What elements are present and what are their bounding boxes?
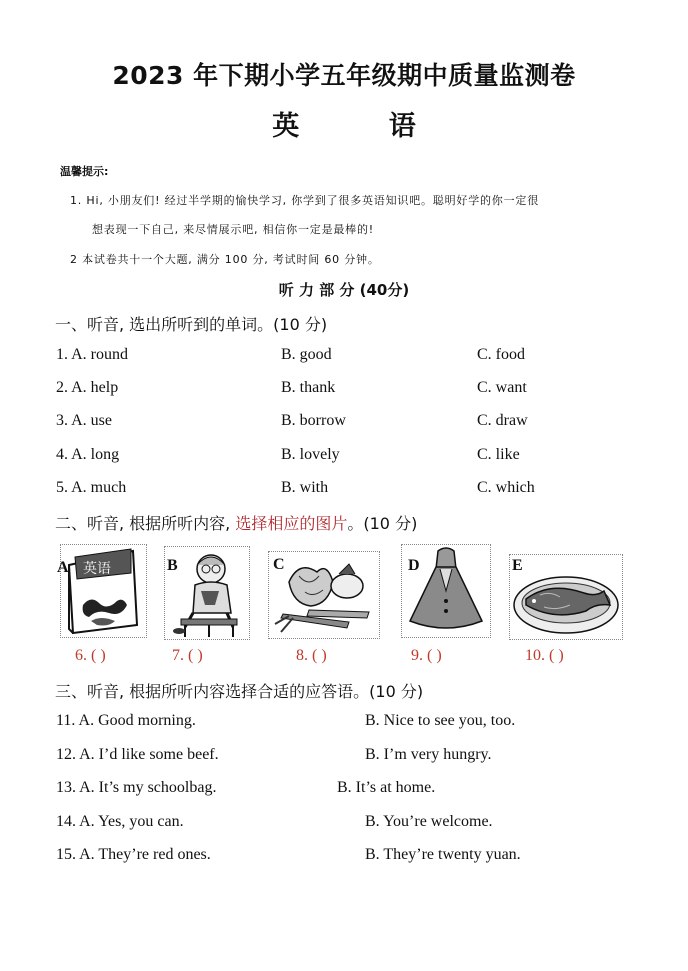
q3-option-c: C. draw — [477, 412, 528, 429]
picture-e-label: E — [512, 557, 523, 574]
q4-option-a: 4. A. long — [56, 446, 120, 463]
tip-line-1a: 1. Hi, 小朋友们! 经过半学期的愉快学习, 你学到了很多英语知识吧。聪明好学的你一定很 — [70, 194, 540, 207]
exam-title: 2023 年下期小学五年级期中质量监测卷 — [112, 61, 576, 90]
q13-option-a: 13. A. It’s my schoolbag. — [56, 779, 217, 796]
q5-option-b: B. with — [281, 479, 329, 496]
section-2-title-suffix: 。(10 分) — [347, 514, 418, 533]
picture-c — [268, 551, 380, 639]
q11-option-b: B. Nice to see you, too. — [365, 712, 516, 729]
q14-option-a: 14. A. Yes, you can. — [56, 813, 184, 830]
section-2-title — [55, 511, 417, 534]
picture-a-label: A — [57, 559, 69, 576]
q3-option-b: B. borrow — [281, 412, 346, 429]
q2-option-a: 2. A. help — [56, 379, 119, 396]
picture-d — [401, 544, 491, 638]
q14-option-b: B. You’re welcome. — [365, 813, 493, 830]
section-2-title-prefix: 二、听音, 根据所听内容, — [55, 514, 236, 533]
picture-d-label: D — [408, 557, 420, 574]
q15-option-a: 15. A. They’re red ones. — [56, 846, 211, 863]
picture-b — [164, 546, 250, 640]
q13-option-b: B. It’s at home. — [337, 779, 436, 796]
tip-line-1b: 想表现一下自己, 来尽情展示吧, 相信你一定是最棒的! — [92, 223, 374, 236]
fish-dish-icon — [510, 555, 622, 639]
answer-10[interactable]: 10. ( ) — [525, 647, 564, 664]
q12-option-b: B. I’m very hungry. — [365, 746, 492, 763]
vegetables-icon — [269, 552, 379, 638]
section-2-title-highlight: 选择相应的图片 — [235, 514, 348, 533]
tip-line-2: 2 本试卷共十一个大题, 满分 100 分, 考试时间 60 分钟。 — [70, 253, 380, 266]
answer-8[interactable]: 8. ( ) — [296, 647, 327, 664]
answer-7[interactable]: 7. ( ) — [172, 647, 203, 664]
q2-option-b: B. thank — [281, 379, 336, 396]
q5-option-a: 5. A. much — [56, 479, 127, 496]
answer-9[interactable]: 9. ( ) — [411, 647, 442, 664]
q4-option-c: C. like — [477, 446, 520, 463]
book-icon — [61, 545, 146, 637]
answer-6[interactable]: 6. ( ) — [75, 647, 106, 664]
q3-option-a: 3. A. use — [56, 412, 112, 429]
picture-e — [509, 554, 623, 640]
q1-option-a: 1. A. round — [56, 346, 128, 363]
book-cover-text: 英语 — [83, 561, 111, 577]
picture-c-label: C — [273, 556, 285, 573]
q2-option-c: C. want — [477, 379, 527, 396]
subject-title: 英 语 — [272, 111, 456, 142]
q5-option-c: C. which — [477, 479, 535, 496]
q4-option-b: B. lovely — [281, 446, 340, 463]
section-1-title: 一、听音, 选出所听到的单词。(10 分) — [55, 315, 328, 334]
q11-option-a: 11. A. Good morning. — [56, 712, 196, 729]
q1-option-c: C. food — [477, 346, 525, 363]
section-3-title: 三、听音, 根据所听内容选择合适的应答语。(10 分) — [55, 682, 424, 701]
q12-option-a: 12. A. I’d like some beef. — [56, 746, 219, 763]
tips-heading: 温馨提示: — [60, 165, 109, 178]
picture-b-label: B — [167, 557, 178, 574]
q1-option-b: B. good — [281, 346, 332, 363]
q15-option-b: B. They’re twenty yuan. — [365, 846, 521, 863]
listening-section-header: 听 力 部 分 (40分) — [278, 281, 410, 299]
picture-a — [57, 544, 147, 638]
